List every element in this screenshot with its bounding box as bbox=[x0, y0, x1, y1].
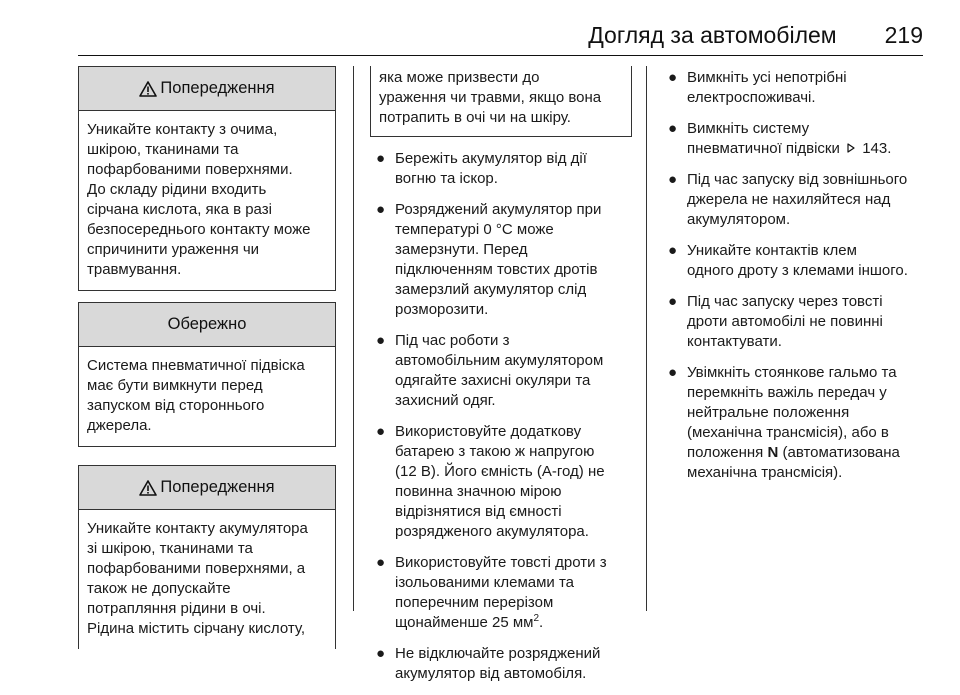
warning-line: пофарбованими поверхнями. bbox=[87, 161, 293, 178]
list-item-line: Увімкніть стоянкове гальмо та bbox=[687, 364, 897, 381]
list-item bbox=[370, 149, 632, 189]
ref-text: пневматичної підвіски bbox=[687, 140, 840, 157]
list-item-line: акумулятором. bbox=[687, 211, 791, 228]
list-item-line: замерзлий акумулятор слід bbox=[395, 281, 587, 298]
warning-line: шкірою, тканинами та bbox=[87, 141, 239, 158]
caution-box bbox=[78, 302, 336, 447]
list-item-line: Під час запуску через товсті bbox=[687, 293, 883, 310]
list-item-line: замерзнути. Перед bbox=[395, 241, 528, 258]
list-item-line: Використовуйте товсті дроти з bbox=[395, 554, 607, 571]
list-item bbox=[662, 68, 932, 108]
warning-box-header bbox=[79, 67, 335, 111]
list-item-line: поперечним перерізом bbox=[395, 594, 554, 611]
list-item bbox=[662, 292, 932, 352]
position-text: (автоматизована bbox=[782, 444, 900, 461]
warning-line: також не допускайте bbox=[87, 580, 231, 597]
list-item-line: Під час роботи з bbox=[395, 332, 510, 349]
bullet-icon: ● bbox=[376, 150, 386, 167]
bullet-icon: ● bbox=[668, 69, 678, 86]
list-item bbox=[662, 119, 932, 159]
list-item-line: електроспоживачі. bbox=[687, 89, 816, 106]
list-item bbox=[370, 553, 632, 633]
list-item-line: (12 В). Його ємність (А-год) не bbox=[395, 463, 605, 480]
caution-line: джерела. bbox=[87, 417, 152, 434]
warning-line: травмування. bbox=[87, 261, 182, 278]
caution-line: запуском від стороннього bbox=[87, 397, 265, 414]
list-item-line: одного дроту з клемами іншого. bbox=[687, 262, 908, 279]
warning-line: яка може призвести до bbox=[379, 69, 540, 86]
superscript: 2 bbox=[533, 613, 540, 624]
list-item-line: акумулятор від автомобіля. bbox=[395, 665, 587, 682]
warning-line: пофарбованими поверхнями, а bbox=[87, 560, 306, 577]
warning-box-body bbox=[371, 66, 631, 136]
warning-box-header bbox=[79, 466, 335, 510]
bullet-icon: ● bbox=[376, 201, 386, 218]
bullet-icon: ● bbox=[668, 171, 678, 188]
caution-line: має бути вимкнути перед bbox=[87, 377, 263, 394]
column-1 bbox=[78, 66, 336, 649]
bullet-icon: ● bbox=[668, 242, 678, 259]
list-item-line bbox=[395, 613, 632, 633]
warning-box-2 bbox=[78, 465, 336, 649]
warning-box-title: Попередження bbox=[160, 79, 275, 97]
warning-line: сірчана кислота, яка в разі bbox=[87, 201, 272, 218]
list-item-line: механічна трансмісія). bbox=[687, 464, 843, 481]
warning-line: безпосереднього контакту може bbox=[87, 221, 311, 238]
list-item-line bbox=[687, 443, 932, 463]
list-item-line: Бережіть акумулятор від дії bbox=[395, 150, 587, 167]
list-item-line: Не відключайте розряджений bbox=[395, 645, 601, 662]
warning-line: До складу рідини входить bbox=[87, 181, 267, 198]
caution-box-header bbox=[79, 303, 335, 347]
list-item bbox=[370, 331, 632, 411]
list-item-line: повинна значною мірою bbox=[395, 483, 562, 500]
list-item bbox=[370, 200, 632, 320]
list-item bbox=[662, 363, 932, 483]
list-item bbox=[662, 170, 932, 230]
position-text: положення bbox=[687, 444, 764, 461]
bullet-list bbox=[370, 149, 632, 684]
column-3 bbox=[662, 68, 932, 494]
bullet-icon: ● bbox=[668, 120, 678, 137]
list-item bbox=[370, 644, 632, 684]
list-item-line: Використовуйте додаткову bbox=[395, 423, 582, 440]
column-2 bbox=[370, 66, 632, 695]
header-rule bbox=[78, 55, 923, 56]
caution-line: Система пневматичної підвіска bbox=[87, 357, 305, 374]
caution-box-title: Обережно bbox=[167, 315, 247, 333]
warning-box-body bbox=[79, 510, 335, 649]
bullet-list bbox=[662, 68, 932, 483]
warning-box-title: Попередження bbox=[160, 478, 275, 496]
warning-box-body bbox=[79, 111, 335, 290]
warning-line: Уникайте контакту з очима, bbox=[87, 121, 278, 138]
list-item-line: Уникайте контактів клем bbox=[687, 242, 857, 259]
list-item-line: захисний одяг. bbox=[395, 392, 496, 409]
list-item-line: Вимкніть усі непотрібні bbox=[687, 69, 847, 86]
list-item-line: розрядженого акумулятора. bbox=[395, 523, 589, 540]
list-item-line: підключенням товстих дротів bbox=[395, 261, 598, 278]
list-item bbox=[662, 241, 932, 281]
list-item bbox=[370, 422, 632, 542]
list-item-line: дроти автомобілі не повинні bbox=[687, 313, 883, 330]
list-item-line: Розряджений акумулятор при bbox=[395, 201, 602, 218]
list-item-line: розморозити. bbox=[395, 301, 489, 318]
bullet-icon: ● bbox=[376, 645, 386, 662]
bullet-icon: ● bbox=[376, 332, 386, 349]
warning-line: зі шкірою, тканинами та bbox=[87, 540, 253, 557]
list-item-line: температурі 0 °C може bbox=[395, 221, 554, 238]
list-item-line bbox=[687, 139, 932, 159]
warning-triangle-icon bbox=[139, 480, 157, 496]
list-item-line: батарею з такою ж напругою bbox=[395, 443, 595, 460]
warning-line: потрапляння рідини в очі. bbox=[87, 600, 266, 617]
bullet-icon: ● bbox=[376, 423, 386, 440]
list-item-line: Вимкніть систему bbox=[687, 120, 810, 137]
warning-line: ураження чи травми, якщо вона bbox=[379, 89, 602, 106]
column-divider-1 bbox=[353, 66, 354, 611]
warning-line: Уникайте контакту акумулятора bbox=[87, 520, 308, 537]
list-item-line: одягайте захисні окуляри та bbox=[395, 372, 591, 389]
warning-line: Рідина містить сірчану кислоту, bbox=[87, 620, 306, 637]
page-reference-arrow-icon bbox=[846, 143, 856, 153]
page-number: 219 bbox=[884, 22, 923, 48]
list-item-line: нейтральне положення bbox=[687, 404, 850, 421]
page-header bbox=[0, 22, 923, 62]
column-divider-2 bbox=[646, 66, 647, 611]
list-item-line: Під час запуску від зовнішнього bbox=[687, 171, 908, 188]
list-item-line: (механічна трансмісія), або в bbox=[687, 424, 889, 441]
list-item-line: ізольованими клемами та bbox=[395, 574, 575, 591]
ref-page-number[interactable]: 143. bbox=[862, 140, 892, 157]
list-item-line: відрізнятися від ємності bbox=[395, 503, 562, 520]
cross-section-text: щонайменше 25 мм bbox=[395, 614, 534, 631]
period: . bbox=[539, 614, 544, 631]
bullet-icon: ● bbox=[376, 554, 386, 571]
warning-triangle-icon bbox=[139, 81, 157, 97]
list-item-line: перемкніть важіль передач у bbox=[687, 384, 887, 401]
bullet-icon: ● bbox=[668, 364, 678, 381]
warning-line: спричинити ураження чи bbox=[87, 241, 260, 258]
list-item-line: автомобільним акумулятором bbox=[395, 352, 604, 369]
list-item-line: джерела не нахиляйтеся над bbox=[687, 191, 891, 208]
caution-box-body bbox=[79, 347, 335, 446]
page-title: Догляд за автомобілем bbox=[588, 22, 837, 48]
gear-position-n: N bbox=[767, 444, 779, 461]
list-item-line: вогню та іскор. bbox=[395, 170, 498, 187]
warning-box-continued bbox=[370, 66, 632, 137]
list-item-line: контактувати. bbox=[687, 333, 782, 350]
warning-box-1 bbox=[78, 66, 336, 291]
bullet-icon: ● bbox=[668, 293, 678, 310]
warning-line: потрапить в очі чи на шкіру. bbox=[379, 109, 571, 126]
